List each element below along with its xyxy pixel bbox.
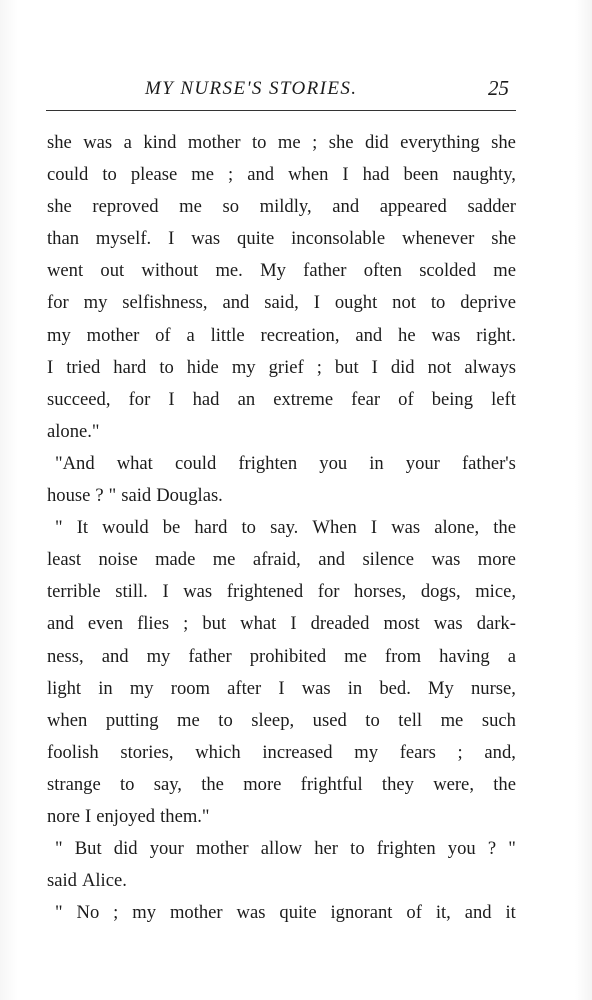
word: my (129, 677, 154, 699)
word: the (201, 773, 224, 795)
word: had (362, 164, 390, 186)
word: he (398, 324, 416, 346)
word: sadder (467, 196, 516, 218)
text-line (47, 223, 516, 255)
word: ought (334, 292, 378, 314)
word: scolded (419, 260, 476, 282)
word: "And (55, 452, 95, 474)
word: me (179, 196, 202, 218)
word: my (231, 356, 256, 378)
word: allow (260, 838, 303, 860)
word: frightful (300, 773, 363, 795)
word: my (47, 324, 71, 346)
text-line (47, 127, 516, 159)
word: ignorant (330, 902, 393, 924)
word: least (47, 549, 82, 571)
word: for (128, 388, 151, 410)
word: a (123, 132, 132, 153)
word: in (369, 452, 384, 474)
text-line (47, 705, 516, 737)
word: always (464, 356, 516, 378)
word: bed. (379, 677, 411, 699)
text-line (47, 801, 516, 833)
word: did (364, 132, 389, 153)
text-line (47, 576, 516, 608)
word: When (312, 517, 357, 539)
word: them." (160, 805, 210, 827)
word: and (47, 613, 74, 635)
word: fears (399, 741, 436, 763)
word: in (347, 677, 363, 699)
word: went (47, 260, 84, 282)
word: extreme (273, 388, 334, 410)
word: ; (312, 132, 318, 153)
word: mildly, (259, 196, 312, 218)
word: which (195, 741, 241, 763)
word: than (47, 228, 80, 250)
word: was (431, 324, 461, 346)
word: please (130, 164, 178, 186)
word: did (390, 356, 415, 378)
text-line (47, 769, 516, 801)
word: was (83, 132, 113, 153)
word: after (227, 677, 262, 699)
word: " (55, 838, 63, 860)
word: prohibited (249, 645, 327, 667)
word: I (162, 581, 169, 603)
word: " (55, 517, 63, 539)
word: Alice. (81, 870, 127, 892)
word: she (491, 132, 516, 153)
word: hard (194, 517, 228, 539)
word: did (113, 838, 138, 860)
word: you (447, 838, 476, 860)
text-line (47, 320, 516, 352)
word: ; (457, 741, 463, 763)
word: My (260, 260, 286, 282)
word: your (149, 838, 184, 860)
word: I (342, 164, 349, 186)
word: me (212, 549, 236, 571)
word: me (344, 645, 367, 667)
word: mother (169, 902, 223, 924)
word: " (55, 902, 63, 924)
word: I (47, 356, 54, 378)
word: alone." (47, 420, 100, 442)
word: horses, (354, 581, 407, 603)
word: a (186, 324, 195, 346)
word: her (314, 838, 338, 860)
word: me. (215, 260, 243, 282)
word: kind (143, 132, 177, 153)
word: silence (362, 549, 415, 571)
word: But (74, 838, 102, 860)
word: mother (195, 838, 249, 860)
word: could (47, 164, 89, 186)
word: father's (461, 452, 516, 474)
text-line (47, 159, 516, 191)
word: left (491, 388, 516, 410)
word: my (146, 645, 171, 667)
text-line (47, 512, 516, 544)
word: to (241, 517, 256, 539)
word: so (222, 196, 240, 218)
word: were, (433, 773, 474, 795)
word: quite (279, 902, 317, 924)
word: could (174, 452, 217, 474)
word: foolish (47, 741, 99, 763)
word: and, (484, 741, 516, 763)
word: No (76, 902, 100, 924)
word: said, (264, 292, 299, 314)
word: was (236, 902, 266, 924)
word: and (355, 324, 383, 346)
word: I (168, 388, 175, 410)
word: of (406, 902, 422, 924)
word: what (116, 452, 153, 474)
word: to (251, 132, 267, 153)
word: I (313, 292, 320, 314)
word: right. (476, 324, 516, 346)
text-line (47, 544, 516, 576)
word: and (318, 549, 346, 571)
text-line (47, 287, 516, 319)
word: mother (187, 132, 241, 153)
word: ; (113, 902, 119, 924)
word: say, (153, 773, 182, 795)
text-line (47, 255, 516, 287)
text-line (47, 641, 516, 673)
word: succeed, (47, 388, 111, 410)
word: had (192, 388, 220, 410)
word: made (155, 549, 196, 571)
word: for (47, 292, 69, 314)
word: to (365, 709, 380, 731)
word: most (383, 613, 420, 635)
header-rule (46, 110, 516, 111)
word: having (439, 645, 490, 667)
word: would (102, 517, 149, 539)
word: more (477, 549, 516, 571)
word: often (363, 260, 402, 282)
word: everything (400, 132, 480, 153)
word: It (76, 517, 89, 539)
word: said (47, 870, 77, 892)
word: I (168, 228, 175, 250)
word: been (403, 164, 439, 186)
word: in (98, 677, 113, 699)
word: to (218, 709, 233, 731)
word: nurse, (470, 677, 516, 699)
word: being (431, 388, 474, 410)
word: of (155, 324, 171, 346)
word: said (121, 485, 152, 507)
text-line (47, 384, 516, 416)
word: frighten (238, 452, 298, 474)
word: recreation, (260, 324, 340, 346)
text-line (47, 448, 516, 480)
word: to (430, 292, 446, 314)
word: she (491, 228, 516, 250)
word: I (371, 356, 378, 378)
text-line (47, 191, 516, 223)
word: when (288, 164, 329, 186)
text-line (47, 352, 516, 384)
word: such (481, 709, 516, 731)
word: she (328, 132, 354, 153)
word: I (290, 613, 297, 635)
word: ? (95, 485, 104, 507)
word: I (85, 805, 92, 827)
word: reproved (92, 196, 159, 218)
word: I (278, 677, 285, 699)
word: ? (487, 838, 497, 860)
word: was (301, 677, 331, 699)
word: and (247, 164, 275, 186)
word: was (431, 549, 461, 571)
word: increased (262, 741, 333, 763)
text-line (47, 865, 516, 897)
word: and (332, 196, 360, 218)
word: the (493, 773, 516, 795)
word: be (162, 517, 181, 539)
word: I (370, 517, 378, 539)
word: enjoyed (96, 805, 156, 827)
word: but (202, 613, 227, 635)
word: light (47, 677, 82, 699)
word: was (391, 517, 421, 539)
text-line (47, 416, 516, 448)
word: my (83, 292, 108, 314)
word: quite (237, 228, 275, 250)
word: and (464, 902, 492, 924)
page-number: 25 (488, 76, 509, 100)
word: father (303, 260, 347, 282)
word: without (141, 260, 199, 282)
text-line (47, 737, 516, 769)
body-text (47, 127, 516, 929)
word: the (493, 517, 516, 539)
word: to (350, 838, 365, 860)
word: deprive (460, 292, 516, 314)
word: frightened (226, 581, 304, 603)
word: " (108, 485, 117, 507)
word: she (47, 132, 72, 153)
word: " (508, 838, 516, 860)
word: my (354, 741, 379, 763)
word: appeared (379, 196, 447, 218)
text-line (47, 608, 516, 640)
word: my (132, 902, 157, 924)
word: afraid, (252, 549, 301, 571)
word: frighten (376, 838, 436, 860)
word: an (237, 388, 256, 410)
word: me (277, 132, 301, 153)
word: hide (186, 356, 219, 378)
word: me (191, 164, 215, 186)
word: noise (98, 549, 138, 571)
word: of (398, 388, 414, 410)
word: me (493, 260, 516, 282)
word: grief (268, 356, 304, 378)
word: whenever (402, 228, 475, 250)
word: room (170, 677, 210, 699)
word: say. (270, 517, 299, 539)
word: sleep, (251, 709, 295, 731)
word: from (384, 645, 422, 667)
word: to (102, 164, 117, 186)
word: mother (86, 324, 140, 346)
word: nore (47, 805, 81, 827)
word: they (381, 773, 414, 795)
word: for (317, 581, 340, 603)
word: what (240, 613, 277, 635)
word: flies (137, 613, 170, 635)
word: ; (183, 613, 189, 635)
word: to (119, 773, 135, 795)
word: father (188, 645, 232, 667)
text-line (47, 480, 516, 512)
word: dreaded (310, 613, 370, 635)
word: dark- (476, 613, 516, 635)
word: dogs, (420, 581, 461, 603)
word: me (177, 709, 200, 731)
word: was (433, 613, 463, 635)
running-title: MY NURSE'S STORIES. (145, 78, 358, 99)
word: myself. (95, 228, 152, 250)
word: used (312, 709, 347, 731)
word: out (100, 260, 125, 282)
word: ; (228, 164, 234, 186)
word: house (47, 485, 91, 507)
word: was (183, 581, 213, 603)
word: inconsolable (291, 228, 386, 250)
word: ness, (47, 645, 84, 667)
word: it (505, 902, 516, 924)
word: still. (115, 581, 148, 603)
word: hard (113, 356, 147, 378)
text-line (47, 673, 516, 705)
word: tried (66, 356, 101, 378)
word: was (191, 228, 221, 250)
word: but (334, 356, 359, 378)
word: to (159, 356, 174, 378)
word: Douglas. (156, 485, 223, 507)
word: naughty, (452, 164, 516, 186)
word: little (210, 324, 245, 346)
word: tell (398, 709, 423, 731)
word: ; (316, 356, 322, 378)
word: selfishness, (122, 292, 208, 314)
word: fear (351, 388, 381, 410)
word: not (392, 292, 416, 314)
word: a (507, 645, 516, 667)
word: it, (435, 902, 451, 924)
word: more (243, 773, 282, 795)
word: mice, (475, 581, 516, 603)
word: your (405, 452, 440, 474)
word: terrible (47, 581, 101, 603)
word: stories, (120, 741, 174, 763)
word: My (428, 677, 454, 699)
word: strange (47, 773, 101, 795)
word: even (87, 613, 124, 635)
word: she (47, 196, 72, 218)
word: not (427, 356, 452, 378)
text-line (47, 833, 516, 865)
word: me (440, 709, 464, 731)
word: and (222, 292, 250, 314)
word: you (319, 452, 348, 474)
text-line (47, 897, 516, 929)
word: putting (105, 709, 159, 731)
word: and (101, 645, 129, 667)
word: alone, (434, 517, 480, 539)
word: when (47, 709, 88, 731)
